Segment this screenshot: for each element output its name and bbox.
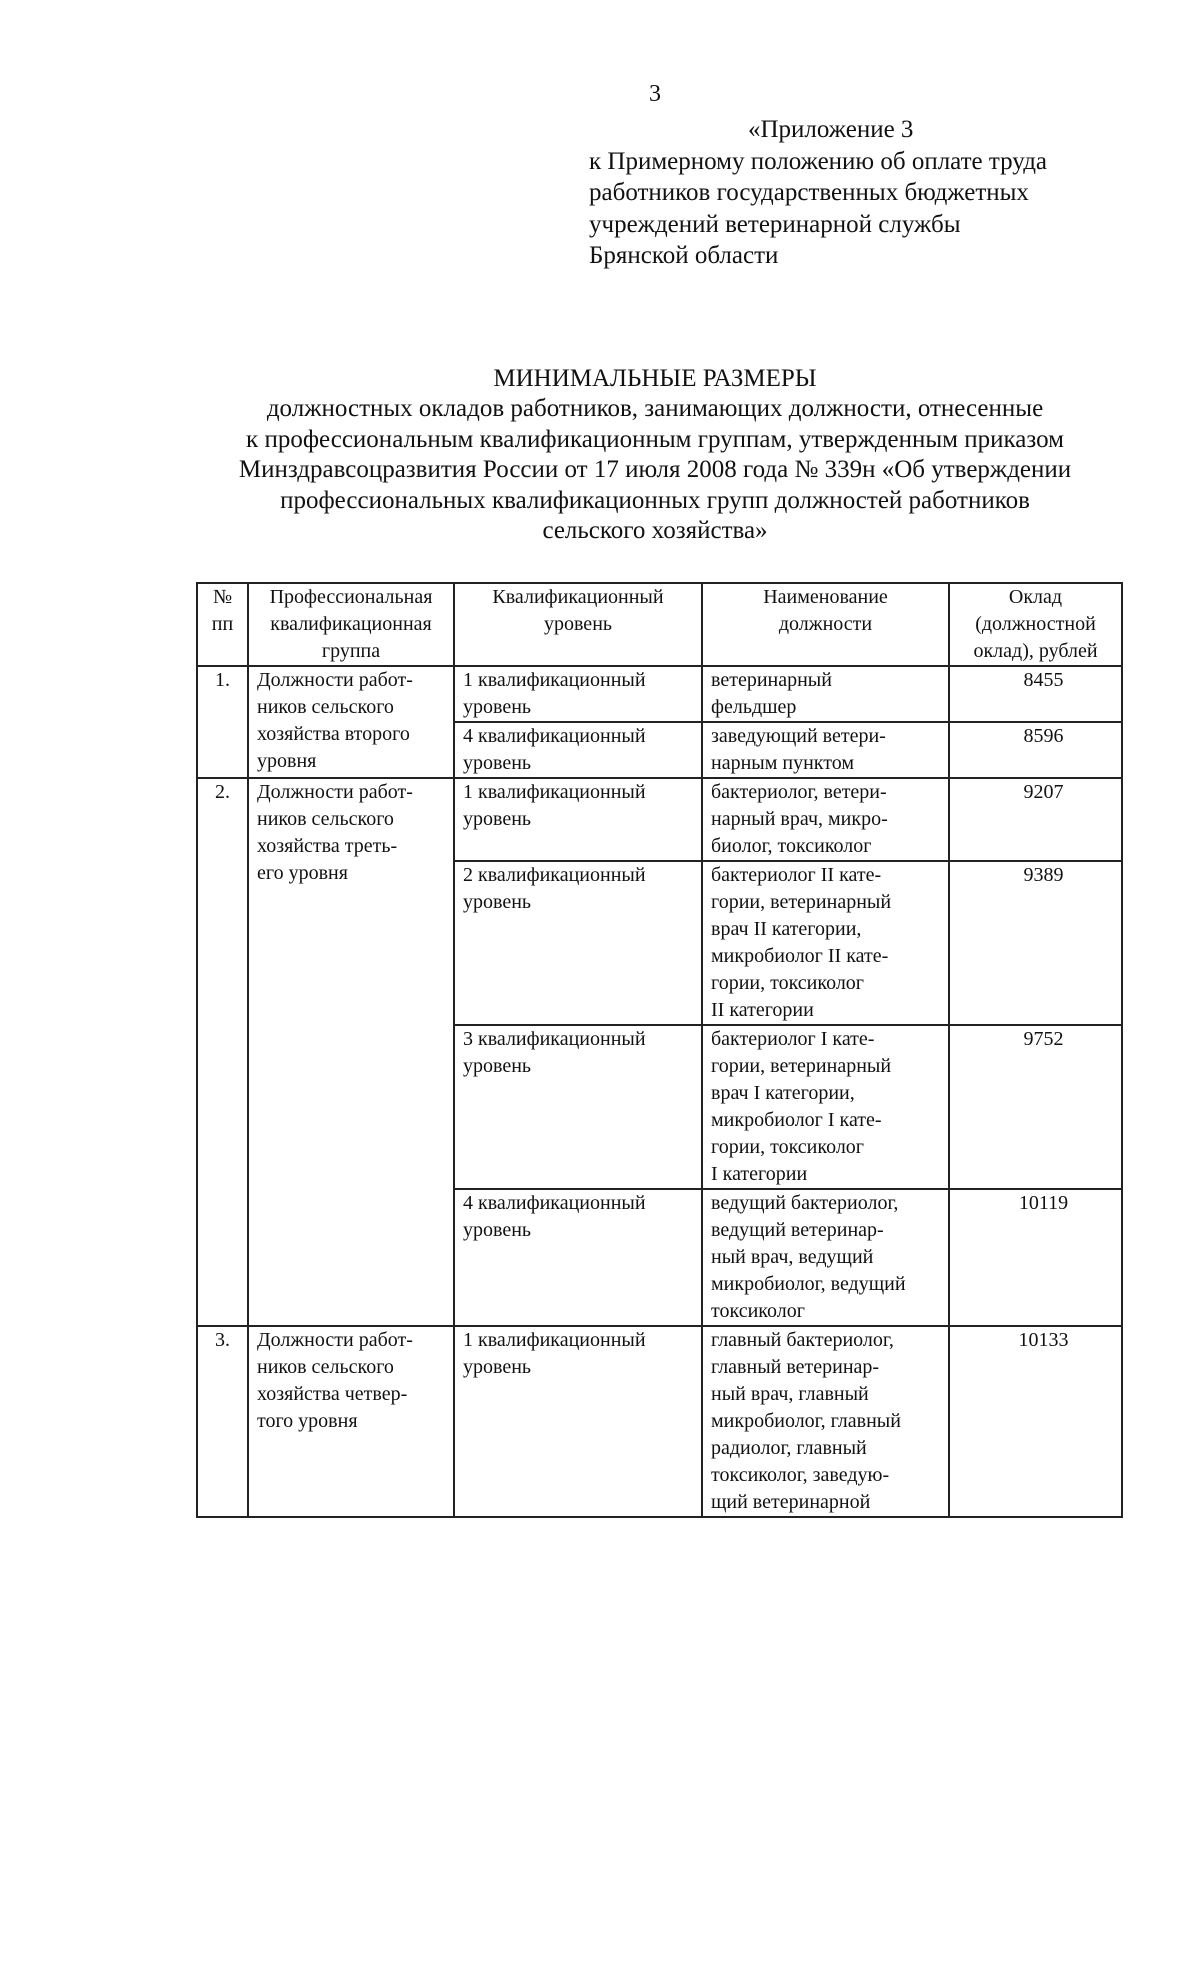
header-professional-group — [248, 583, 454, 666]
cell-text: микробиолог, главный — [711, 1410, 901, 1432]
cell-text: ветеринарный — [711, 669, 832, 691]
header-text: (должностной — [975, 613, 1096, 635]
cell-text: уровня — [257, 750, 317, 772]
subtitle-line: должностных окладов работников, занимающих должности, отнесенные — [266, 395, 1044, 422]
header-text: Профессиональная — [269, 586, 433, 608]
cell-text: хозяйства треть- — [257, 835, 398, 857]
cell-text: нарный врач, микро- — [711, 808, 888, 830]
professional-group-cell — [248, 778, 454, 1326]
salary-cell: 10119 — [949, 1189, 1122, 1326]
cell-text: заведующий ветери- — [711, 725, 886, 747]
qualification-level-cell — [454, 778, 702, 861]
qualification-level-cell — [454, 861, 702, 1025]
page-number: 3 — [649, 81, 661, 107]
cell-text: ников сельского — [257, 696, 394, 718]
annex-line: к Примерному положению об оплате труда — [589, 147, 1048, 175]
cell-text: ный врач, главный — [711, 1383, 869, 1405]
subtitle-line: профессиональных квалификационных групп должностей работников — [280, 486, 1030, 514]
salary-cell: 9207 — [949, 778, 1122, 861]
professional-group-cell — [248, 1326, 454, 1517]
header-text: Квалификационный — [492, 586, 664, 608]
cell-text: ведущий ветеринар- — [711, 1219, 884, 1241]
cell-text: щий ветеринарной — [711, 1491, 871, 1513]
row-number: 1. — [197, 666, 248, 778]
professional-group-cell — [248, 666, 454, 778]
cell-text: бактериолог I кате- — [711, 1028, 875, 1050]
cell-text: биолог, токсиколог — [711, 835, 872, 857]
cell-text: хозяйства второго — [257, 723, 410, 745]
position-name-cell — [702, 778, 949, 861]
cell-text: радиолог, главный — [711, 1437, 867, 1459]
qualification-level-cell — [454, 1326, 702, 1517]
qualification-level-cell — [454, 666, 702, 722]
annex-header — [589, 114, 1047, 272]
cell-text: Должности работ- — [257, 669, 413, 691]
header-text: квалификационная — [270, 613, 432, 635]
cell-text: токсиколог — [711, 1300, 805, 1322]
cell-text: ников сельского — [257, 1356, 394, 1378]
header-text: должности — [778, 613, 873, 635]
header-text: оклад), рублей — [973, 640, 1098, 662]
header-position-name — [702, 583, 949, 666]
salary-table-header — [197, 583, 1122, 666]
position-name-cell — [702, 1025, 949, 1189]
cell-text: хозяйства четвер- — [257, 1383, 408, 1405]
qualification-level-cell — [454, 1189, 702, 1326]
cell-text: уровень — [463, 808, 532, 830]
cell-text: микробиолог, ведущий — [711, 1273, 906, 1295]
cell-text: микробиолог I кате- — [711, 1109, 882, 1131]
header-salary — [949, 583, 1122, 666]
cell-text: 1 квалификационный — [463, 781, 646, 803]
cell-text: токсиколог, заведую- — [711, 1464, 890, 1486]
cell-text: уровень — [463, 1356, 532, 1378]
header-qualification-level — [454, 583, 702, 666]
position-name-cell — [702, 666, 949, 722]
position-name-cell — [702, 722, 949, 778]
cell-text: бактериолог II кате- — [711, 864, 882, 886]
header-text: Наименование — [763, 586, 888, 608]
cell-text: врач II категории, — [711, 918, 862, 940]
header-row — [197, 583, 1122, 666]
cell-text: Должности работ- — [257, 781, 413, 803]
salary-cell: 8596 — [949, 722, 1122, 778]
position-name-cell — [702, 861, 949, 1025]
cell-text: 4 квалификационный — [463, 1192, 646, 1214]
cell-text: уровень — [463, 696, 532, 718]
cell-text: 4 квалификационный — [463, 725, 646, 747]
position-name-cell — [702, 1326, 949, 1517]
header-text: Оклад — [1008, 586, 1063, 608]
salary-cell: 10133 — [949, 1326, 1122, 1517]
table-row — [197, 666, 1122, 722]
cell-text: нарным пунктом — [711, 752, 854, 774]
cell-text: ведущий бактериолог, — [711, 1192, 899, 1214]
cell-text: ников сельского — [257, 808, 394, 830]
cell-text: его уровня — [257, 862, 348, 884]
row-number: 3. — [197, 1326, 248, 1517]
cell-text: Должности работ- — [257, 1329, 413, 1351]
cell-text: 3 квалификационный — [463, 1028, 646, 1050]
header-number — [197, 583, 248, 666]
annex-line: Брянской области — [589, 242, 779, 269]
salary-table-body — [197, 666, 1122, 1517]
cell-text: гории, токсиколог — [711, 972, 865, 994]
cell-text: гории, токсиколог — [711, 1136, 865, 1158]
cell-text: уровень — [463, 1219, 532, 1241]
cell-text: уровень — [463, 891, 532, 913]
salary-table — [196, 582, 1123, 1518]
annex-line: работников государственных бюджетных — [589, 179, 1029, 206]
header-text: № — [212, 586, 233, 608]
cell-text: гории, ветеринарный — [711, 891, 892, 913]
cell-text: бактериолог, ветери- — [711, 781, 887, 803]
cell-text: врач I категории, — [711, 1082, 855, 1104]
cell-text: того уровня — [257, 1410, 358, 1432]
table-row — [197, 778, 1122, 861]
salary-cell: 8455 — [949, 666, 1122, 722]
qualification-level-cell — [454, 1025, 702, 1189]
cell-text: II категории — [711, 999, 814, 1021]
header-text: группа — [321, 640, 381, 662]
cell-text: 1 квалификационный — [463, 669, 646, 691]
annex-line: «Приложение 3 — [748, 116, 914, 143]
cell-text: 2 квалификационный — [463, 864, 646, 886]
cell-text: фельдшер — [711, 696, 797, 718]
qualification-level-cell — [454, 722, 702, 778]
position-name-cell — [702, 1189, 949, 1326]
subtitle-line: сельского хозяйства» — [542, 517, 768, 544]
cell-text: ный врач, ведущий — [711, 1246, 874, 1268]
cell-text: уровень — [463, 1055, 532, 1077]
cell-text: I категории — [711, 1163, 808, 1185]
cell-text: главный бактериолог, — [711, 1329, 894, 1351]
subtitle-line: к профессиональным квалификационным группам, утвержденным приказом — [246, 425, 1064, 453]
header-text: уровень — [543, 613, 613, 635]
cell-text: уровень — [463, 752, 532, 774]
document-title-block — [180, 364, 1130, 547]
salary-cell: 9752 — [949, 1025, 1122, 1189]
cell-text: гории, ветеринарный — [711, 1055, 892, 1077]
cell-text: главный ветеринар- — [711, 1356, 880, 1378]
cell-text: микробиолог II кате- — [711, 945, 889, 967]
header-text: пп — [211, 613, 234, 635]
cell-text: 1 квалификационный — [463, 1329, 646, 1351]
table-row — [197, 1326, 1122, 1517]
document-title: МИНИМАЛЬНЫЕ РАЗМЕРЫ — [493, 365, 817, 392]
annex-line: учреждений ветеринарной службы — [589, 210, 961, 238]
salary-cell: 9389 — [949, 861, 1122, 1025]
row-number: 2. — [197, 778, 248, 1326]
subtitle-line: Минздравсоцразвития России от 17 июля 2008 года № 339н «Об утверждении — [238, 456, 1072, 483]
